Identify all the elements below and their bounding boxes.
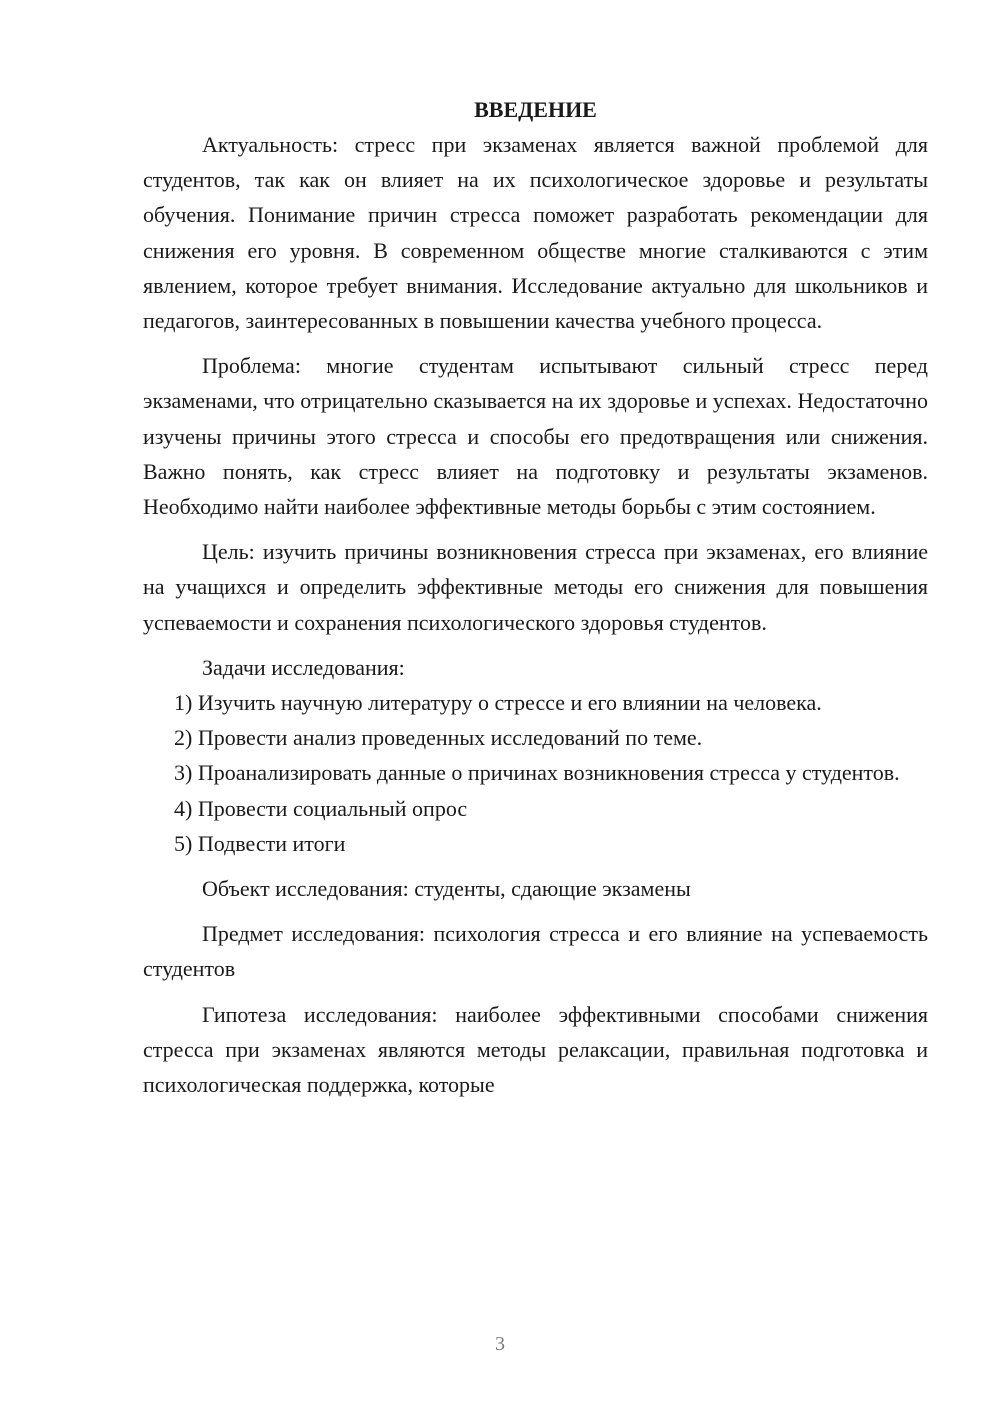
paragraph-relevance: Актуальность: стресс при экзаменах является важной проблемой для студентов, так как он влияет на их психологическое здоровье и результаты обучения. Понимание причин стресса поможет разработать рекомендации для снижения его уровня. В современном обществе многие сталкиваются с этим явлением, которое требует внимания. Исследование актуально для школьников и педагогов, заинтересованных в повышении качества учебного процесса. — [143, 132, 928, 334]
tasks-heading: Задачи исследования: — [202, 654, 405, 680]
list-item: 5) Подвести итоги — [174, 830, 346, 856]
page-number: 3 — [495, 1333, 505, 1355]
document-page — [143, 92, 928, 1102]
paragraph-goal: Цель: изучить причины возникновения стресса при экзаменах, его влияние на учащихся и определить эффективные методы его снижения для повышения успеваемости и сохранения психологического здоровья студентов. — [143, 539, 928, 635]
paragraph-problem: Проблема: многие студентам испытывают сильный стресс перед экзаменами, что отрицательно сказывается на их здоровье и успехах. Недостаточно изучены причины этого стресса и способы его предотвращения или снижения. Важно понять, как стресс влияет на подготовку и результаты экзаменов. Необходимо найти наиболее эффективные методы борьбы с этим состоянием. — [143, 353, 928, 520]
list-item: 3) Проанализировать данные о причинах возникновения стресса у студентов. — [174, 760, 900, 786]
section-title: ВВЕДЕНИЕ — [474, 97, 597, 122]
paragraph-hypothesis: Гипотеза исследования: наиболее эффективными способами снижения стресса при экзаменах являются методы релаксации, правильная подготовка и психологическая поддержка, которые — [143, 1001, 928, 1098]
list-item: 1) Изучить научную литературу о стрессе и его влиянии на человека. — [174, 690, 822, 716]
list-item: 4) Провести социальный опрос — [174, 795, 468, 821]
paragraph-subject: Предмет исследования: психология стресса и его влияние на успеваемость студентов — [143, 921, 928, 982]
tasks-list — [143, 685, 928, 861]
paragraph-object: Объект исследования: студенты, сдающие экзамены — [202, 876, 691, 902]
list-item: 2) Провести анализ проведенных исследований по теме. — [174, 725, 703, 751]
